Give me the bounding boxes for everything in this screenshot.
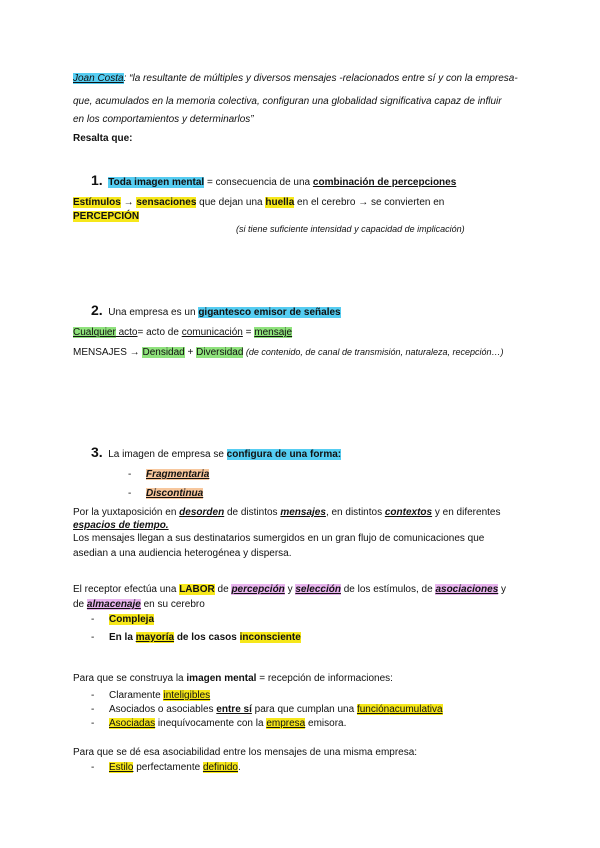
section-2-heading: 2. Una empresa es un gigantesco emisor de señales	[91, 302, 341, 318]
para-1-line-2: espacios de tiempo.	[73, 520, 169, 531]
receptor-line-1: El receptor efectúa una LABOR de percepción y selección de los estímulos, de asociaciones y	[73, 584, 507, 595]
section-3-heading: 3. La imagen de empresa se configura de una forma:	[91, 444, 342, 460]
imagen-mental-line: Para que se construya la imagen mental = recepción de informaciones:	[73, 673, 393, 684]
section-1-note: (si tiene suficiente intensidad y capacidad de implicación)	[236, 224, 465, 234]
section-1-line-2: Estímulos → sensaciones que dejan una huella en el cerebro → se convierten en	[73, 197, 445, 208]
quote-line-2: que, acumulados en la memoria colectiva, configuran una globalidad significativa capaz de influir	[73, 96, 502, 107]
quote-author: Joan Costa	[73, 73, 124, 84]
para-1-line-1: Por la yuxtaposición en desorden de distintos mensajes, en distintos contextos y en diferentes	[73, 507, 501, 518]
quote-line-1: Joan Costa: “la resultante de múltiples y diversos mensajes -relacionados entre sí y con la empresa-	[73, 73, 518, 84]
section-1-line-3: PERCEPCIÓN	[73, 211, 140, 222]
bullet-inteligibles: - Claramente inteligibles	[91, 690, 211, 701]
section-2-line-2: Cualquier acto= acto de comunicación = mensaje	[73, 327, 293, 338]
resalta-label: Resalta que:	[73, 133, 133, 144]
receptor-line-2: de almacenaje en su cerebro	[73, 599, 205, 610]
asociabilidad-line: Para que se dé esa asociabilidad entre los mensajes de una misma empresa:	[73, 747, 418, 758]
bullet-asociables: - Asociados o asociables entre sí para que cumplan una funciónacumulativa	[91, 704, 443, 715]
bullet-discontinua: - Discontinua	[128, 488, 204, 499]
bullet-asociadas: - Asociadas inequívocamente con la empresa emisora.	[91, 718, 347, 729]
section-1-heading: 1. Toda imagen mental = consecuencia de una combinación de percepciones	[91, 172, 457, 188]
bullet-fragmentaria: - Fragmentaria	[128, 469, 210, 480]
quote-line-3: en los comportamientos y determinarlos”	[73, 114, 254, 125]
para-2-line-1: Los mensajes llegan a sus destinatarios sumergidos en un gran flujo de comunicaciones que	[73, 533, 485, 544]
section-2-line-3: MENSAJES → Densidad + Diversidad (de contenido, de canal de transmisión, naturaleza, recepción…)	[73, 347, 504, 358]
bullet-inconsciente: - En la mayoría de los casos inconsciente	[91, 632, 301, 643]
bullet-compleja: - Compleja	[91, 614, 155, 625]
para-2-line-2: asedian a una audiencia heterogénea y dispersa.	[73, 548, 292, 559]
bullet-estilo: - Estilo perfectamente definido.	[91, 762, 241, 773]
